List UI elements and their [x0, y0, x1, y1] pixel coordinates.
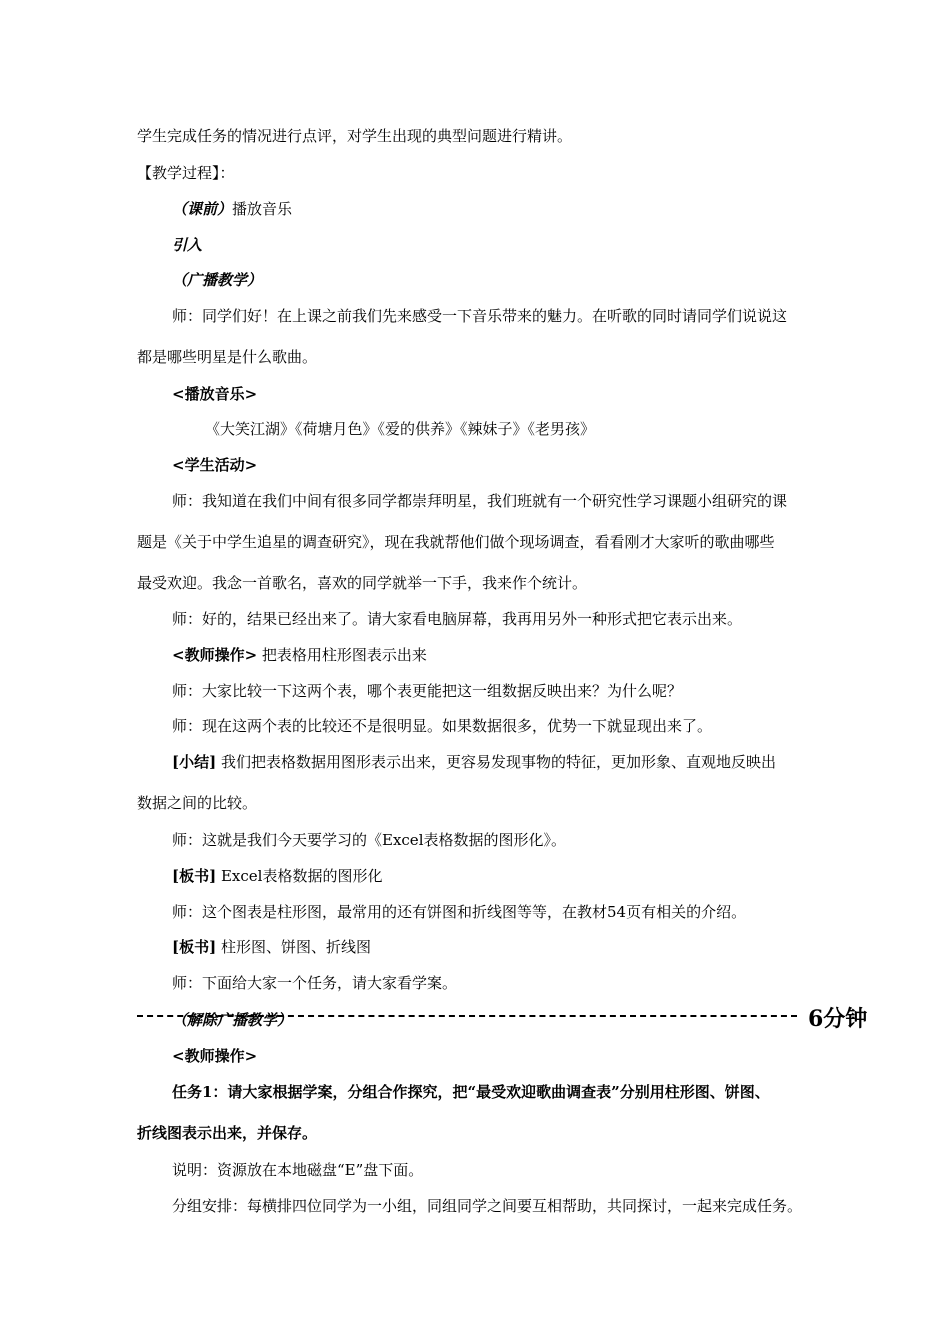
- text-line: 师：这就是我们今天要学习的《Excel表格数据的图形化》。: [172, 831, 566, 849]
- text-line: <教师操作> 把表格用柱形图表示出来: [172, 646, 427, 664]
- text-line: [小结] 我们把表格数据用图形表示出来，更容易发现事物的特征，更加形象、直观地反映出: [172, 753, 776, 771]
- time-label: 6分钟: [808, 1006, 868, 1032]
- text-line: [板书] Excel表格数据的图形化: [172, 867, 383, 885]
- text-line: 《大笑江湖》《荷塘月色》《爱的供养》《辣妹子》《老男孩》: [205, 420, 596, 438]
- text-line: 师：大家比较一下这两个表，哪个表更能把这一组数据反映出来？为什么呢？: [172, 682, 683, 700]
- text-line: 题是《关于中学生追星的调查研究》，现在我就帮他们做个现场调查，看看刚才大家听的歌曲哪些: [137, 533, 775, 551]
- text-line: 数据之间的比较。: [137, 794, 258, 812]
- text-line: （解除广播教学）: [172, 1011, 293, 1029]
- text-line: 都是哪些明星是什么歌曲。: [137, 348, 318, 366]
- text-line: 师：我知道在我们中间有很多同学都崇拜明星，我们班就有一个研究性学习课题小组研究的课: [172, 492, 788, 510]
- text-line: 最受欢迎。我念一首歌名，喜欢的同学就举一下手，我来作个统计。: [137, 574, 588, 592]
- text-line: <教师操作>: [172, 1047, 258, 1065]
- text-line: （广播教学）: [172, 271, 263, 289]
- text-line: 师：现在这两个表的比较还不是很明显。如果数据很多，优势一下就显现出来了。: [172, 717, 713, 735]
- text-line: （课前）播放音乐: [172, 200, 293, 218]
- text-line: <学生活动>: [172, 456, 258, 474]
- text-line: 师：同学们好！在上课之前我们先来感受一下音乐带来的魅力。在听歌的同时请同学们说说这: [172, 307, 788, 325]
- text-line: 师：下面给大家一个任务，请大家看学案。: [172, 974, 458, 992]
- task-line: 折线图表示出来，并保存。: [137, 1124, 318, 1142]
- text-line: [板书] 柱形图、饼图、折线图: [172, 938, 371, 956]
- text-line: 学生完成任务的情况进行点评，对学生出现的典型问题进行精讲。: [137, 127, 573, 145]
- text-line: 说明：资源放在本地磁盘“E”盘下面。: [172, 1161, 424, 1179]
- task-line: 任务1：请大家根据学案，分组合作探究，把“最受欢迎歌曲调查表”分别用柱形图、饼图、: [172, 1083, 770, 1101]
- text-line: 师：这个图表是柱形图，最常用的还有饼图和折线图等等，在教材54页有相关的介绍。: [172, 903, 747, 921]
- text-line: <播放音乐>: [172, 385, 258, 403]
- text-line: 师：好的，结果已经出来了。请大家看电脑屏幕，我再用另外一种形式把它表示出来。: [172, 610, 743, 628]
- section-heading: 【教学过程】：: [137, 164, 235, 182]
- text-line: 引入: [172, 236, 203, 254]
- text-line: 分组安排：每横排四位同学为一小组，同组同学之间要互相帮助，共同探讨，一起来完成任务。: [172, 1197, 803, 1215]
